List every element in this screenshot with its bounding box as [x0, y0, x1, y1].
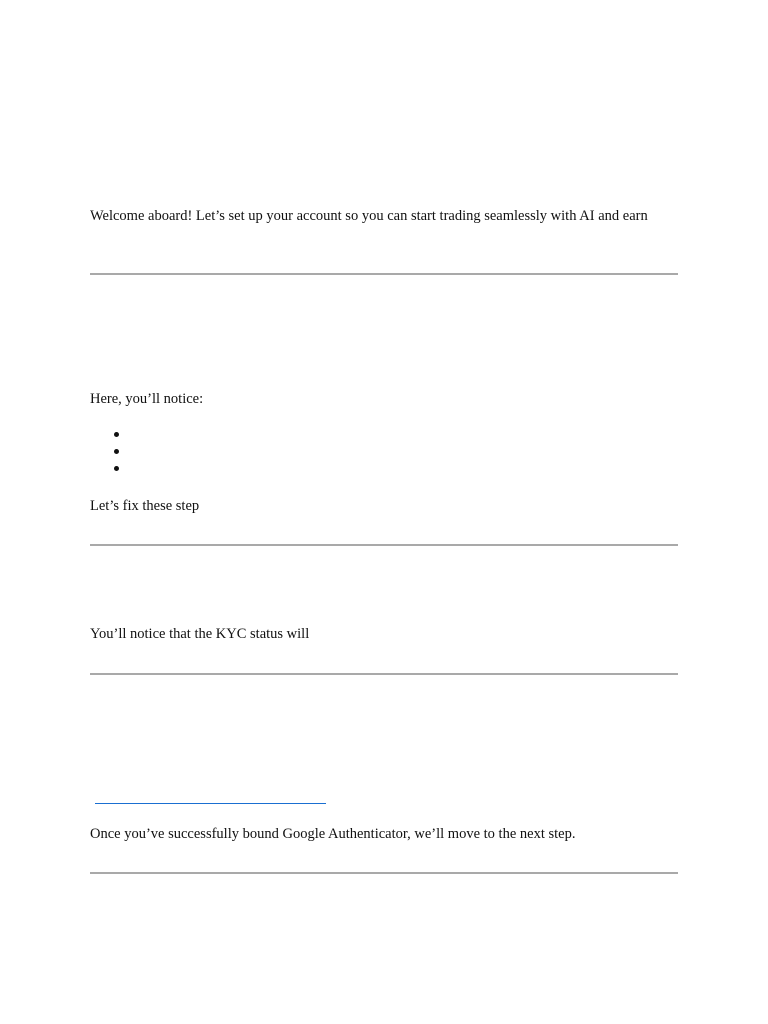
divider	[90, 872, 678, 874]
bullet-icon	[114, 449, 119, 454]
notice-intro-paragraph: Here, you’ll notice:	[90, 391, 204, 407]
bullet-icon	[114, 466, 119, 471]
link-underline[interactable]	[95, 803, 326, 804]
kyc-paragraph: You’ll notice that the KYC status will	[90, 626, 310, 642]
divider	[90, 544, 678, 546]
bullet-icon	[114, 432, 119, 437]
divider	[90, 673, 678, 675]
notice-bullet-list	[90, 426, 290, 477]
list-item	[90, 460, 290, 477]
list-item	[90, 443, 290, 460]
welcome-paragraph: Welcome aboard! Let’s set up your account so you can start trading seamlessly with AI and earn	[90, 208, 648, 224]
notice-outro-paragraph: Let’s fix these step	[90, 498, 200, 514]
authenticator-paragraph: Once you’ve successfully bound Google Authenticator, we’ll move to the next step.	[90, 826, 576, 842]
list-item	[90, 426, 290, 443]
divider	[90, 273, 678, 275]
